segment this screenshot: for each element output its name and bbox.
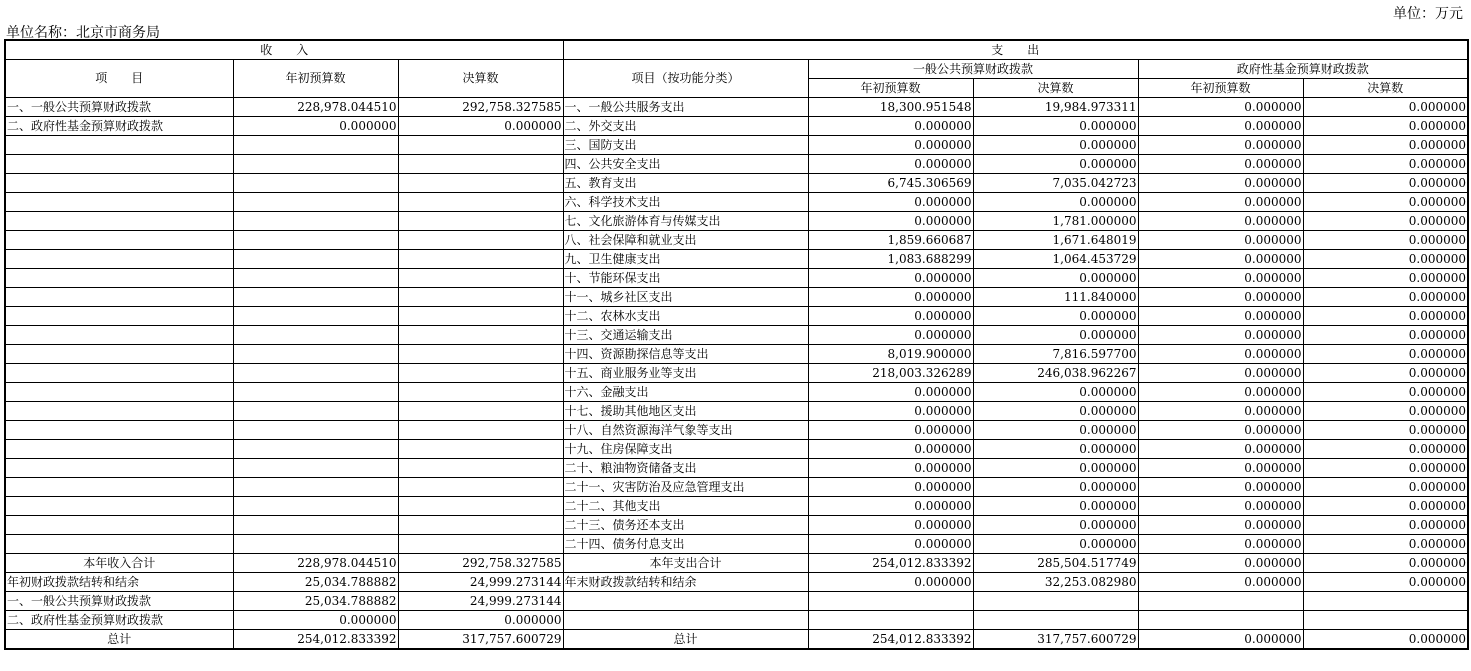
table-row (5, 535, 1468, 554)
income-header: 收 入 (5, 40, 563, 60)
gov-final-cell: 0.000000 (1303, 516, 1468, 535)
general-final-cell: 1,671.648019 (973, 231, 1138, 250)
grand-expense-label: 总计 (563, 630, 808, 650)
general-budget-cell: 1,083.688299 (808, 250, 973, 269)
income-item-cell (5, 212, 233, 231)
income-item-cell (5, 326, 233, 345)
income-item-cell (5, 231, 233, 250)
balance-row (5, 573, 1468, 592)
income-budget-cell (233, 136, 398, 155)
gov-budget-cell: 0.000000 (1138, 402, 1303, 421)
income-final-cell (398, 421, 563, 440)
expense-item-cell: 五、教育支出 (563, 174, 808, 193)
year-expense-total-label: 本年支出合计 (563, 554, 808, 573)
expense-item-cell: 十五、商业服务业等支出 (563, 364, 808, 383)
general-final-cell: 7,035.042723 (973, 174, 1138, 193)
income-final-cell (398, 535, 563, 554)
general-final-cell: 0.000000 (973, 155, 1138, 174)
general-budget-cell: 6,745.306569 (808, 174, 973, 193)
expense-item-cell: 十二、农林水支出 (563, 307, 808, 326)
expense-item-cell: 七、文化旅游体育与传媒支出 (563, 212, 808, 231)
grand-expense-f-budget: 0.000000 (1138, 630, 1303, 650)
income-final-cell (398, 212, 563, 231)
income-final-cell (398, 288, 563, 307)
income-item-cell (5, 497, 233, 516)
grand-total-row (5, 630, 1468, 650)
empty-cell (1138, 592, 1303, 611)
income-budget-cell (233, 345, 398, 364)
gov-fund-header: 政府性基金预算财政拨款 (1138, 60, 1468, 79)
header-row-2 (5, 60, 1468, 79)
expense-item-cell: 十三、交通运输支出 (563, 326, 808, 345)
income-budget-cell (233, 155, 398, 174)
general-budget-cell: 0.000000 (808, 269, 973, 288)
general-budget-cell: 0.000000 (808, 288, 973, 307)
gov-final-cell: 0.000000 (1303, 383, 1468, 402)
gov-budget-cell: 0.000000 (1138, 383, 1303, 402)
gov-final-cell: 0.000000 (1303, 136, 1468, 155)
income-budget-cell (233, 307, 398, 326)
begin-general-budget: 25,034.788882 (233, 592, 398, 611)
general-final-cell: 0.000000 (973, 459, 1138, 478)
gov-budget-header: 年初预算数 (1138, 79, 1303, 98)
empty-cell (973, 592, 1138, 611)
table-row (5, 231, 1468, 250)
income-budget-cell (233, 383, 398, 402)
table-row (5, 136, 1468, 155)
income-item-cell (5, 174, 233, 193)
gov-final-cell: 0.000000 (1303, 155, 1468, 174)
gov-final-cell: 0.000000 (1303, 345, 1468, 364)
income-item-cell (5, 250, 233, 269)
income-final-cell (398, 345, 563, 364)
income-final-cell (398, 174, 563, 193)
income-final-cell (398, 136, 563, 155)
gov-budget-cell: 0.000000 (1138, 478, 1303, 497)
expense-item-cell: 十八、自然资源海洋气象等支出 (563, 421, 808, 440)
general-fund-header: 一般公共预算财政拨款 (808, 60, 1138, 79)
table-row (5, 155, 1468, 174)
year-expense-g-final: 285,504.517749 (973, 554, 1138, 573)
gov-budget-cell: 0.000000 (1138, 155, 1303, 174)
expense-item-cell: 二十三、债务还本支出 (563, 516, 808, 535)
gov-budget-cell: 0.000000 (1138, 117, 1303, 136)
gov-final-cell: 0.000000 (1303, 174, 1468, 193)
year-income-total-label: 本年收入合计 (5, 554, 233, 573)
income-final-cell (398, 440, 563, 459)
empty-cell (973, 611, 1138, 630)
income-item-cell: 二、政府性基金预算财政拨款 (5, 117, 233, 136)
income-item-cell (5, 402, 233, 421)
gov-final-cell: 0.000000 (1303, 288, 1468, 307)
general-budget-cell: 0.000000 (808, 440, 973, 459)
income-item-cell (5, 193, 233, 212)
gov-budget-cell: 0.000000 (1138, 231, 1303, 250)
general-budget-cell: 0.000000 (808, 212, 973, 231)
gov-budget-cell: 0.000000 (1138, 269, 1303, 288)
general-final-header: 决算数 (973, 79, 1138, 98)
table-row (5, 421, 1468, 440)
gov-budget-cell: 0.000000 (1138, 497, 1303, 516)
general-budget-cell: 1,859.660687 (808, 231, 973, 250)
grand-expense-f-final: 0.000000 (1303, 630, 1468, 650)
begin-gov-row (5, 611, 1468, 630)
income-item-cell (5, 136, 233, 155)
income-budget-cell (233, 516, 398, 535)
income-final-cell (398, 516, 563, 535)
income-final-cell (398, 307, 563, 326)
gov-budget-cell: 0.000000 (1138, 193, 1303, 212)
table-row (5, 459, 1468, 478)
end-balance-g-final: 32,253.082980 (973, 573, 1138, 592)
begin-balance-budget: 25,034.788882 (233, 573, 398, 592)
table-row (5, 98, 1468, 117)
income-item-cell (5, 440, 233, 459)
income-final-cell (398, 269, 563, 288)
begin-balance-final: 24,999.273144 (398, 573, 563, 592)
expense-item-cell: 十九、住房保障支出 (563, 440, 808, 459)
gov-final-cell: 0.000000 (1303, 231, 1468, 250)
income-budget-cell (233, 478, 398, 497)
grand-income-budget: 254,012.833392 (233, 630, 398, 650)
income-final-cell (398, 383, 563, 402)
general-final-cell: 0.000000 (973, 269, 1138, 288)
begin-gov-label: 二、政府性基金预算财政拨款 (5, 611, 233, 630)
gov-final-cell: 0.000000 (1303, 250, 1468, 269)
general-final-cell: 7,816.597700 (973, 345, 1138, 364)
year-total-row (5, 554, 1468, 573)
income-budget-cell (233, 231, 398, 250)
expense-item-cell: 十六、金融支出 (563, 383, 808, 402)
income-final-cell (398, 231, 563, 250)
gov-final-cell: 0.000000 (1303, 98, 1468, 117)
expense-header: 支 出 (563, 40, 1468, 60)
expense-item-cell: 六、科学技术支出 (563, 193, 808, 212)
table-row (5, 288, 1468, 307)
gov-budget-cell: 0.000000 (1138, 345, 1303, 364)
final-header: 决算数 (398, 60, 563, 98)
year-expense-g-budget: 254,012.833392 (808, 554, 973, 573)
grand-expense-g-budget: 254,012.833392 (808, 630, 973, 650)
general-budget-cell: 8,019.900000 (808, 345, 973, 364)
income-item-cell (5, 364, 233, 383)
grand-expense-g-final: 317,757.600729 (973, 630, 1138, 650)
general-final-cell: 0.000000 (973, 497, 1138, 516)
begin-gov-budget: 0.000000 (233, 611, 398, 630)
begin-gov-final: 0.000000 (398, 611, 563, 630)
income-item-cell: 一、一般公共预算财政拨款 (5, 98, 233, 117)
gov-final-cell: 0.000000 (1303, 326, 1468, 345)
grand-income-final: 317,757.600729 (398, 630, 563, 650)
income-item-cell (5, 288, 233, 307)
general-final-cell: 0.000000 (973, 136, 1138, 155)
income-budget-cell (233, 269, 398, 288)
gov-final-cell: 0.000000 (1303, 497, 1468, 516)
income-final-cell (398, 250, 563, 269)
table-row (5, 345, 1468, 364)
expense-item-cell: 十、节能环保支出 (563, 269, 808, 288)
general-budget-cell: 0.000000 (808, 478, 973, 497)
general-budget-cell: 0.000000 (808, 516, 973, 535)
empty-cell (563, 611, 808, 630)
empty-cell (563, 592, 808, 611)
general-final-cell: 0.000000 (973, 326, 1138, 345)
income-item-cell (5, 516, 233, 535)
income-final-cell (398, 193, 563, 212)
general-final-cell: 0.000000 (973, 383, 1138, 402)
year-income-total-budget: 228,978.044510 (233, 554, 398, 573)
table-row (5, 516, 1468, 535)
gov-budget-cell: 0.000000 (1138, 440, 1303, 459)
gov-final-cell: 0.000000 (1303, 269, 1468, 288)
gov-budget-cell: 0.000000 (1138, 136, 1303, 155)
income-final-cell: 292,758.327585 (398, 98, 563, 117)
gov-final-cell: 0.000000 (1303, 535, 1468, 554)
year-expense-f-budget: 0.000000 (1138, 554, 1303, 573)
general-final-cell: 246,038.962267 (973, 364, 1138, 383)
grand-income-label: 总计 (5, 630, 233, 650)
gov-budget-cell: 0.000000 (1138, 288, 1303, 307)
gov-budget-cell: 0.000000 (1138, 326, 1303, 345)
general-final-cell: 19,984.973311 (973, 98, 1138, 117)
gov-budget-cell: 0.000000 (1138, 459, 1303, 478)
income-budget-cell (233, 212, 398, 231)
income-final-cell (398, 155, 563, 174)
table-row (5, 326, 1468, 345)
gov-budget-cell: 0.000000 (1138, 307, 1303, 326)
empty-cell (1303, 611, 1468, 630)
income-budget-cell (233, 535, 398, 554)
year-income-total-final: 292,758.327585 (398, 554, 563, 573)
income-budget-cell (233, 497, 398, 516)
budget-table (4, 39, 1469, 650)
expense-item-cell: 三、国防支出 (563, 136, 808, 155)
income-item-cell (5, 478, 233, 497)
income-budget-cell (233, 250, 398, 269)
table-row (5, 250, 1468, 269)
income-budget-cell (233, 288, 398, 307)
general-budget-cell: 0.000000 (808, 136, 973, 155)
income-final-cell (398, 478, 563, 497)
income-final-cell (398, 459, 563, 478)
expense-item-cell: 一、一般公共服务支出 (563, 98, 808, 117)
expense-item-cell: 十四、资源勘探信息等支出 (563, 345, 808, 364)
empty-cell (1303, 592, 1468, 611)
general-budget-cell: 0.000000 (808, 459, 973, 478)
expense-item-cell: 十一、城乡社区支出 (563, 288, 808, 307)
gov-final-cell: 0.000000 (1303, 307, 1468, 326)
expense-item-cell: 二、外交支出 (563, 117, 808, 136)
income-budget-cell (233, 364, 398, 383)
expense-item-cell: 二十一、灾害防治及应急管理支出 (563, 478, 808, 497)
income-item-cell (5, 307, 233, 326)
general-budget-cell: 0.000000 (808, 497, 973, 516)
table-row (5, 212, 1468, 231)
income-budget-cell (233, 193, 398, 212)
expense-item-cell: 十七、援助其他地区支出 (563, 402, 808, 421)
gov-final-cell: 0.000000 (1303, 421, 1468, 440)
general-budget-cell: 0.000000 (808, 307, 973, 326)
general-final-cell: 0.000000 (973, 535, 1138, 554)
gov-budget-cell: 0.000000 (1138, 98, 1303, 117)
item-header: 项 目 (5, 60, 233, 98)
org-label: 单位名称：北京市商务局 (6, 25, 160, 41)
general-final-cell: 0.000000 (973, 402, 1138, 421)
general-budget-cell: 0.000000 (808, 421, 973, 440)
general-final-cell: 111.840000 (973, 288, 1138, 307)
end-balance-f-final: 0.000000 (1303, 573, 1468, 592)
general-budget-cell: 0.000000 (808, 402, 973, 421)
income-budget-cell (233, 174, 398, 193)
income-item-cell (5, 269, 233, 288)
gov-budget-cell: 0.000000 (1138, 516, 1303, 535)
income-item-cell (5, 421, 233, 440)
expense-item-cell: 二十、粮油物资储备支出 (563, 459, 808, 478)
general-final-cell: 1,781.000000 (973, 212, 1138, 231)
income-item-cell (5, 345, 233, 364)
income-budget-cell (233, 421, 398, 440)
income-final-cell (398, 402, 563, 421)
general-budget-cell: 0.000000 (808, 155, 973, 174)
general-final-cell: 0.000000 (973, 193, 1138, 212)
income-budget-cell: 0.000000 (233, 117, 398, 136)
empty-cell (808, 592, 973, 611)
general-final-cell: 0.000000 (973, 117, 1138, 136)
begin-general-row (5, 592, 1468, 611)
general-budget-cell: 0.000000 (808, 326, 973, 345)
gov-final-cell: 0.000000 (1303, 440, 1468, 459)
income-budget-cell (233, 402, 398, 421)
end-balance-f-budget: 0.000000 (1138, 573, 1303, 592)
general-budget-cell: 18,300.951548 (808, 98, 973, 117)
end-balance-label: 年末财政拨款结转和结余 (563, 573, 808, 592)
general-budget-cell: 0.000000 (808, 193, 973, 212)
income-budget-cell (233, 326, 398, 345)
empty-cell (808, 611, 973, 630)
gov-final-cell: 0.000000 (1303, 402, 1468, 421)
begin-general-final: 24,999.273144 (398, 592, 563, 611)
table-row (5, 497, 1468, 516)
income-item-cell (5, 535, 233, 554)
expense-item-cell: 二十二、其他支出 (563, 497, 808, 516)
general-budget-cell: 218,003.326289 (808, 364, 973, 383)
table-row (5, 478, 1468, 497)
gov-budget-cell: 0.000000 (1138, 250, 1303, 269)
gov-budget-cell: 0.000000 (1138, 174, 1303, 193)
unit-label: 单位：万元 (1393, 6, 1463, 22)
table-row (5, 174, 1468, 193)
gov-final-header: 决算数 (1303, 79, 1468, 98)
begin-balance-label: 年初财政拨款结转和结余 (5, 573, 233, 592)
budget-initial-header: 年初预算数 (233, 60, 398, 98)
expense-item-cell: 九、卫生健康支出 (563, 250, 808, 269)
begin-general-label: 一、一般公共预算财政拨款 (5, 592, 233, 611)
table-row (5, 193, 1468, 212)
item-func-header: 项目（按功能分类） (563, 60, 808, 98)
expense-item-cell: 四、公共安全支出 (563, 155, 808, 174)
general-final-cell: 1,064.453729 (973, 250, 1138, 269)
income-item-cell (5, 155, 233, 174)
gov-final-cell: 0.000000 (1303, 478, 1468, 497)
income-budget-cell: 228,978.044510 (233, 98, 398, 117)
table-row (5, 402, 1468, 421)
table-row (5, 269, 1468, 288)
table-row (5, 117, 1468, 136)
year-expense-f-final: 0.000000 (1303, 554, 1468, 573)
general-budget-cell: 0.000000 (808, 383, 973, 402)
general-final-cell: 0.000000 (973, 421, 1138, 440)
table-row (5, 440, 1468, 459)
table-row (5, 383, 1468, 402)
income-final-cell: 0.000000 (398, 117, 563, 136)
income-budget-cell (233, 459, 398, 478)
table-row (5, 364, 1468, 383)
income-final-cell (398, 364, 563, 383)
general-budget-cell: 0.000000 (808, 117, 973, 136)
gov-budget-cell: 0.000000 (1138, 421, 1303, 440)
header-row-1 (5, 40, 1468, 60)
general-final-cell: 0.000000 (973, 478, 1138, 497)
gov-budget-cell: 0.000000 (1138, 212, 1303, 231)
income-final-cell (398, 497, 563, 516)
income-item-cell (5, 383, 233, 402)
general-final-cell: 0.000000 (973, 307, 1138, 326)
end-balance-g-budget: 0.000000 (808, 573, 973, 592)
gov-final-cell: 0.000000 (1303, 364, 1468, 383)
general-budget-cell: 0.000000 (808, 535, 973, 554)
gov-budget-cell: 0.000000 (1138, 535, 1303, 554)
gov-final-cell: 0.000000 (1303, 117, 1468, 136)
expense-item-cell: 八、社会保障和就业支出 (563, 231, 808, 250)
income-item-cell (5, 459, 233, 478)
general-budget-header: 年初预算数 (808, 79, 973, 98)
empty-cell (1138, 611, 1303, 630)
table-row (5, 307, 1468, 326)
general-final-cell: 0.000000 (973, 440, 1138, 459)
gov-budget-cell: 0.000000 (1138, 364, 1303, 383)
general-final-cell: 0.000000 (973, 516, 1138, 535)
expense-item-cell: 二十四、债务付息支出 (563, 535, 808, 554)
gov-final-cell: 0.000000 (1303, 459, 1468, 478)
gov-final-cell: 0.000000 (1303, 193, 1468, 212)
income-budget-cell (233, 440, 398, 459)
gov-final-cell: 0.000000 (1303, 212, 1468, 231)
income-final-cell (398, 326, 563, 345)
